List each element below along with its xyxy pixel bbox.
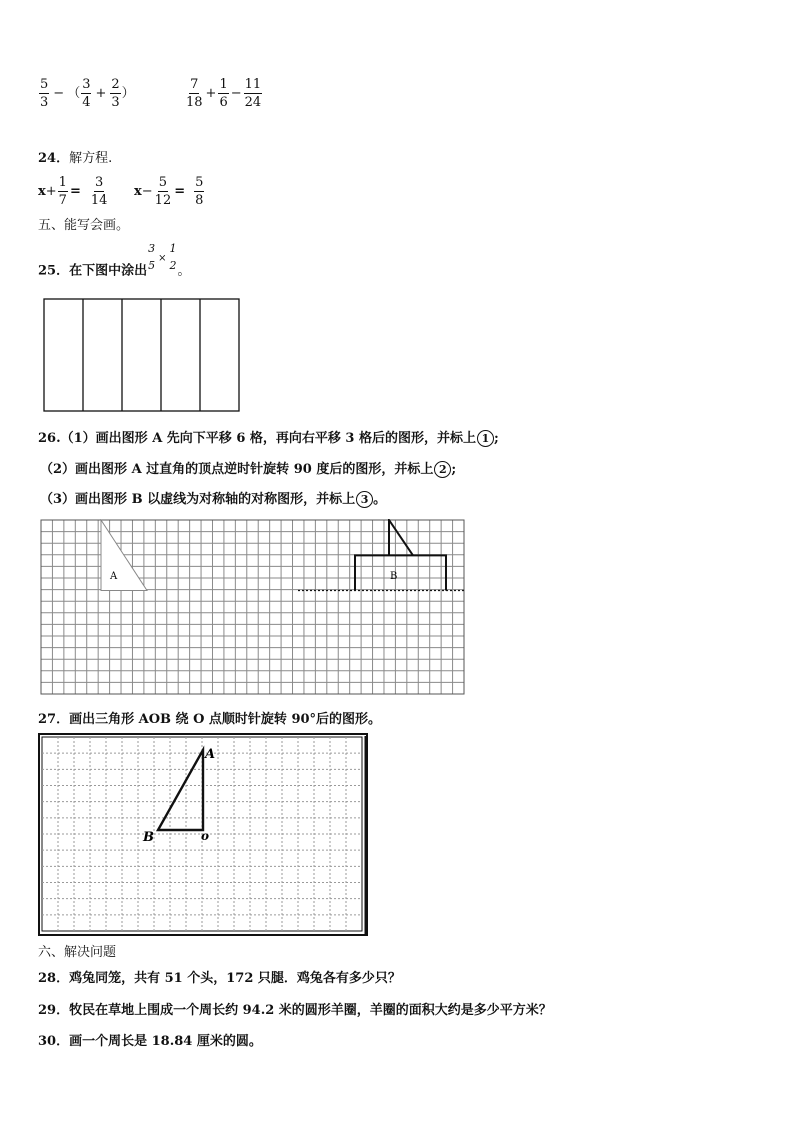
fraction: $\frac{5}{3}$	[40, 77, 49, 110]
fraction: $\frac{2}{3}$	[111, 77, 120, 110]
fraction: $\frac{11}{24}$	[244, 77, 262, 110]
question-28: 28．鸡兔同笼，共有 51 个头，172 只腿．鸡兔各有多少只？	[38, 971, 401, 986]
circled-number: 3	[356, 491, 373, 508]
grid-27	[38, 733, 370, 938]
shape-a-label: A	[110, 571, 118, 582]
fraction: $\frac{3}{4}$	[82, 77, 91, 110]
expression-2: $\frac{7}{18}$ + $\frac{1}{6}$ − $\frac{11}{24}$	[186, 77, 262, 110]
fraction: $\frac{7}{18}$	[186, 77, 203, 110]
divided-rectangle	[43, 298, 241, 413]
section-6-heading: 六、解决问题	[38, 945, 117, 960]
point-a-label: A	[205, 747, 216, 762]
equation-2: x− $\frac{5}{12}$ = $\frac{5}{8}$	[134, 175, 204, 208]
fraction: $\frac{1}{6}$	[219, 77, 228, 110]
fraction: $\frac{1}{7}$	[58, 175, 67, 208]
shape-b-label: B	[390, 571, 398, 582]
fraction: 1 2	[169, 242, 177, 272]
circled-number: 1	[477, 430, 494, 447]
question-26-line-3: （3）画出图形 B 以虚线为对称轴的对称图形，并标上 3 。	[40, 492, 387, 507]
circled-number: 2	[434, 461, 451, 478]
grid-26	[40, 519, 466, 696]
question-29: 29．牧民在草地上围成一个周长约 94.2 米的圆形羊圈，羊圈的面积大约是多少平方米？	[38, 1003, 552, 1018]
equation-1: x+ $\frac{1}{7}$ = $\frac{3}{14}$	[38, 175, 108, 208]
expression-1: $\frac{5}{3}$ − （ $\frac{3}{4}$ + $\frac{2}{3}$ ）	[40, 77, 135, 110]
point-b-label: B	[143, 830, 154, 845]
question-26-line-2: （2）画出图形 A 过直角的顶点逆时针旋转 90 度后的图形，并标上 2 ;	[40, 462, 457, 477]
question-30: 30．画一个周长是 18.84 厘米的圆。	[38, 1034, 262, 1049]
fraction: $\frac{5}{12}$	[154, 175, 172, 208]
fraction: $\frac{3}{14}$	[90, 175, 108, 208]
question-27: 27．画出三角形 AOB 绕 O 点顺时针旋转 90°后的图形。	[38, 712, 382, 727]
question-25: 25．在下图中涂出 3 5 × 1 2 。	[38, 242, 191, 279]
section-5-heading: 五、能写会画。	[38, 218, 130, 233]
shape-b-flag	[389, 520, 413, 555]
rectangle-outline	[44, 299, 239, 411]
fraction: 3 5	[148, 242, 156, 272]
question-26-line-1: 26.（1）画出图形 A 先向下平移 6 格，再向右平移 3 格后的图形，并标上 1 ;	[38, 431, 499, 446]
fraction: $\frac{5}{8}$	[195, 175, 204, 208]
shape-b	[355, 555, 446, 590]
point-o-label: o	[201, 829, 210, 843]
question-24-title: 24．解方程.	[38, 151, 113, 166]
